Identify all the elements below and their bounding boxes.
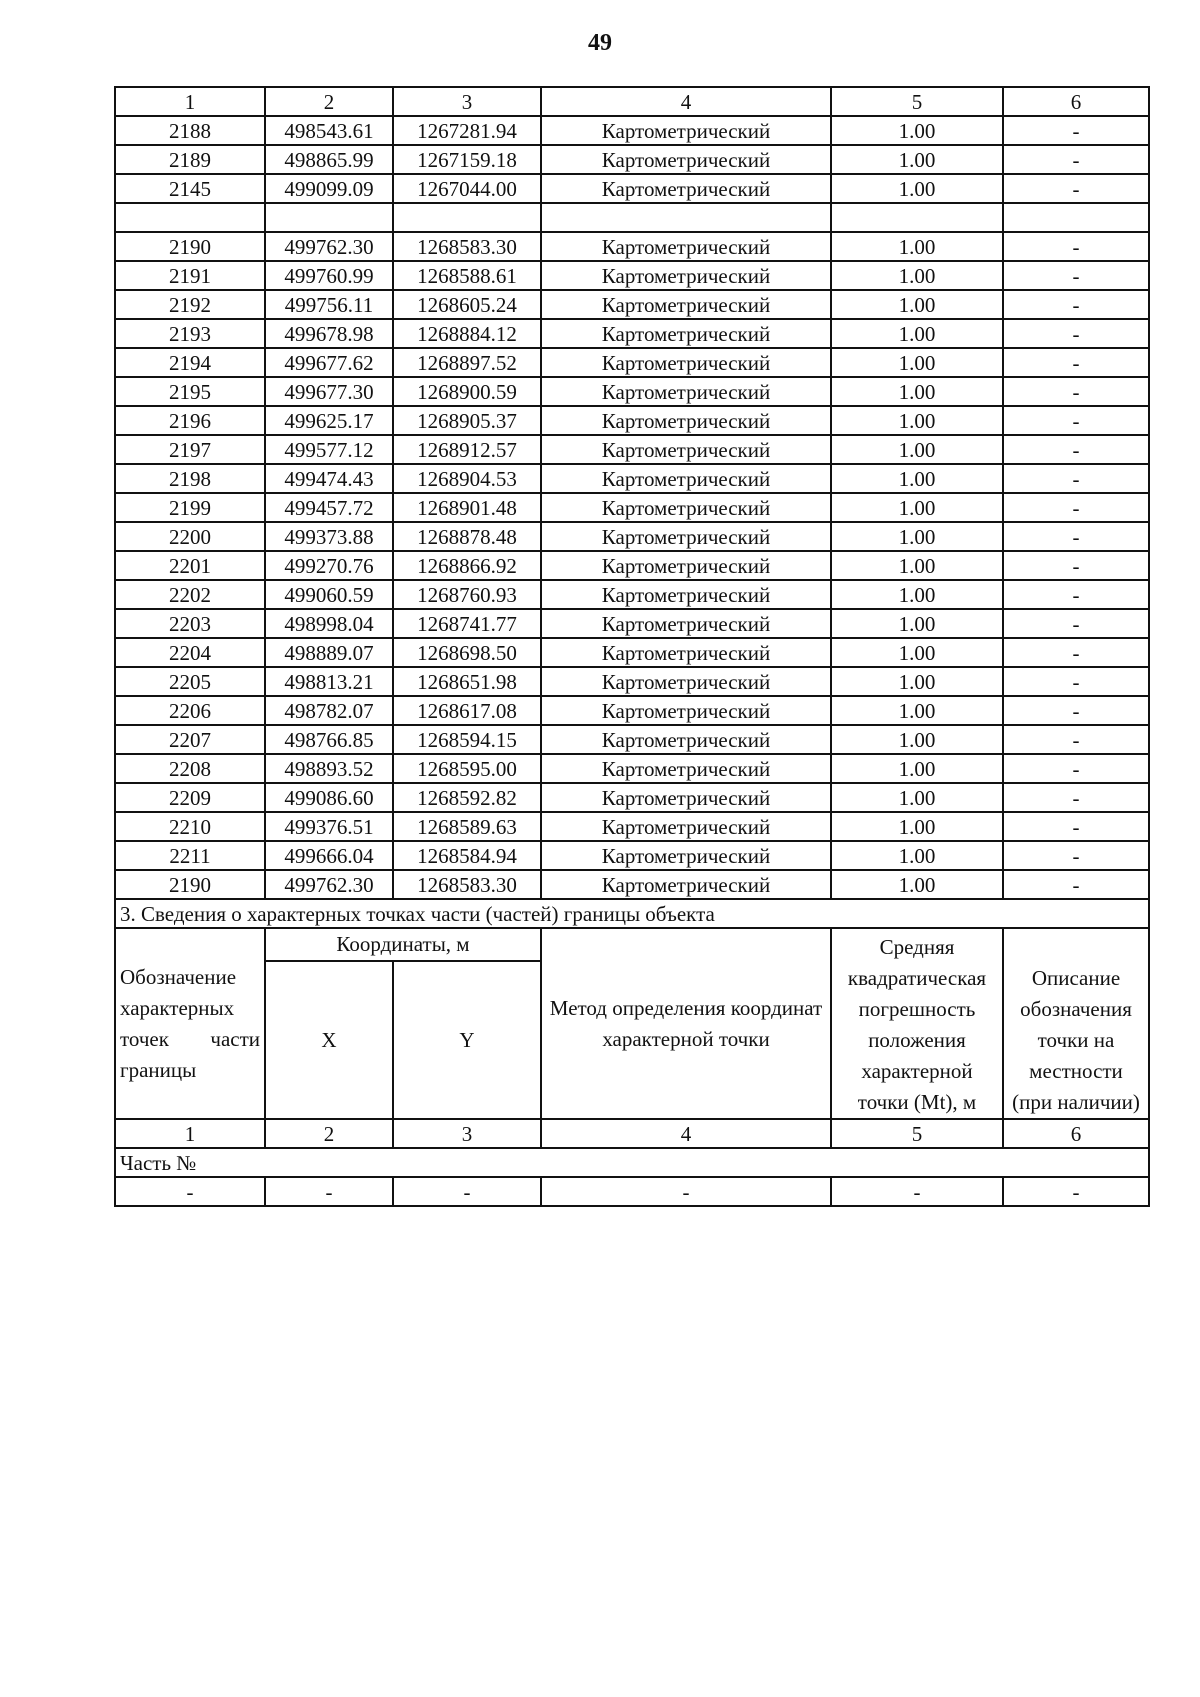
header-error: Средняя квадратическая погрешность положения характерной точки (Mt), м: [831, 928, 1003, 1119]
cell-error: 1.00: [831, 609, 1003, 638]
cell-description: -: [1003, 493, 1149, 522]
column-number: 5: [831, 87, 1003, 116]
cell-point-id: 2208: [115, 754, 265, 783]
cell-y-coordinate: 1267281.94: [393, 116, 541, 145]
section-title-row: [115, 899, 1149, 928]
table-row: [115, 551, 1149, 580]
cell-point-id: 2199: [115, 493, 265, 522]
cell-method: Картометрический: [541, 464, 831, 493]
cell-method: Картометрический: [541, 319, 831, 348]
cell-method: Картометрический: [541, 522, 831, 551]
cell-y-coordinate: 1268584.94: [393, 841, 541, 870]
table-row: [115, 261, 1149, 290]
cell-error: 1.00: [831, 812, 1003, 841]
cell-method: Картометрический: [541, 435, 831, 464]
cell-y-coordinate: 1268904.53: [393, 464, 541, 493]
cell-x-coordinate: 498766.85: [265, 725, 393, 754]
cell-y-coordinate: 1268583.30: [393, 870, 541, 899]
cell-y-coordinate: 1268605.24: [393, 290, 541, 319]
cell-point-id: 2207: [115, 725, 265, 754]
cell-point-id: -: [115, 1177, 265, 1206]
cell-description: -: [1003, 551, 1149, 580]
cell-error: -: [831, 1177, 1003, 1206]
cell-x-coordinate: 499677.62: [265, 348, 393, 377]
cell-method: Картометрический: [541, 551, 831, 580]
table-row: [115, 145, 1149, 174]
cell-method: Картометрический: [541, 580, 831, 609]
cell-point-id: 2192: [115, 290, 265, 319]
column-number: 3: [393, 1119, 541, 1148]
cell-x-coordinate: 499760.99: [265, 261, 393, 290]
cell-error: 1.00: [831, 319, 1003, 348]
column-number: 4: [541, 87, 831, 116]
cell-point-id: 2202: [115, 580, 265, 609]
cell-x-coordinate: 499678.98: [265, 319, 393, 348]
cell-x-coordinate: 498813.21: [265, 667, 393, 696]
cell-error: 1.00: [831, 638, 1003, 667]
cell-method: Картометрический: [541, 116, 831, 145]
cell-method: -: [541, 1177, 831, 1206]
cell-point-id: 2205: [115, 667, 265, 696]
table-row: [115, 464, 1149, 493]
cell-method: Картометрический: [541, 145, 831, 174]
cell-x-coordinate: 499666.04: [265, 841, 393, 870]
part-label: Часть №: [115, 1148, 1149, 1177]
cell-method: Картометрический: [541, 174, 831, 203]
cell-description: -: [1003, 1177, 1149, 1206]
cell-description: -: [1003, 261, 1149, 290]
column-number: 2: [265, 87, 393, 116]
cell-description: -: [1003, 725, 1149, 754]
cell-point-id: 2195: [115, 377, 265, 406]
cell-method: Картометрический: [541, 261, 831, 290]
header-y: Y: [393, 961, 541, 1119]
cell-description: -: [1003, 116, 1149, 145]
cell-method: Картометрический: [541, 667, 831, 696]
cell-method: Картометрический: [541, 377, 831, 406]
cell-x-coordinate: 499376.51: [265, 812, 393, 841]
cell-x-coordinate: 499457.72: [265, 493, 393, 522]
cell-method: Картометрический: [541, 783, 831, 812]
cell-method: Картометрический: [541, 232, 831, 261]
cell-y-coordinate: 1268866.92: [393, 551, 541, 580]
cell-error: 1.00: [831, 406, 1003, 435]
cell-x-coordinate: 499762.30: [265, 870, 393, 899]
cell-description: -: [1003, 464, 1149, 493]
cell-description: -: [1003, 783, 1149, 812]
header-x: X: [265, 961, 393, 1119]
table-row: [115, 174, 1149, 203]
cell-error: 1.00: [831, 696, 1003, 725]
cell-description: -: [1003, 319, 1149, 348]
table-row: [115, 435, 1149, 464]
cell-method: Картометрический: [541, 638, 831, 667]
cell-description: -: [1003, 841, 1149, 870]
cell-description: -: [1003, 348, 1149, 377]
cell-x-coordinate: 498865.99: [265, 145, 393, 174]
cell-point-id: 2190: [115, 870, 265, 899]
column-number: 1: [115, 1119, 265, 1148]
cell-x-coordinate: 499086.60: [265, 783, 393, 812]
cell-point-id: 2209: [115, 783, 265, 812]
cell-method: Картометрический: [541, 348, 831, 377]
cell-y-coordinate: 1268589.63: [393, 812, 541, 841]
cell-point-id: 2194: [115, 348, 265, 377]
table-row: [115, 667, 1149, 696]
table-row: [115, 638, 1149, 667]
cell-description: -: [1003, 435, 1149, 464]
column-number-row: [115, 1119, 1149, 1148]
cell-y-coordinate: 1268878.48: [393, 522, 541, 551]
cell-point-id: 2197: [115, 435, 265, 464]
cell-method: Картометрический: [541, 406, 831, 435]
column-number: 6: [1003, 87, 1149, 116]
cell-error: 1.00: [831, 348, 1003, 377]
dash-row: [115, 1177, 1149, 1206]
cell-point-id: 2211: [115, 841, 265, 870]
cell-y-coordinate: 1268595.00: [393, 754, 541, 783]
cell-x-coordinate: 499474.43: [265, 464, 393, 493]
header-designation: Обозначение характерных точек части границы: [115, 928, 265, 1119]
table-row: [115, 725, 1149, 754]
page-number: 49: [588, 30, 612, 56]
empty-cell: [265, 203, 393, 232]
cell-description: -: [1003, 145, 1149, 174]
header-row-top: [115, 928, 1149, 961]
cell-y-coordinate: 1268905.37: [393, 406, 541, 435]
cell-y-coordinate: 1268698.50: [393, 638, 541, 667]
cell-x-coordinate: 499625.17: [265, 406, 393, 435]
cell-error: 1.00: [831, 522, 1003, 551]
table-row: [115, 522, 1149, 551]
empty-cell: [1003, 203, 1149, 232]
cell-method: Картометрический: [541, 812, 831, 841]
cell-method: Картометрический: [541, 841, 831, 870]
cell-error: 1.00: [831, 493, 1003, 522]
cell-error: 1.00: [831, 551, 1003, 580]
cell-method: Картометрический: [541, 870, 831, 899]
cell-x-coordinate: 498998.04: [265, 609, 393, 638]
cell-x-coordinate: 499677.30: [265, 377, 393, 406]
table-row: [115, 116, 1149, 145]
table-row: [115, 696, 1149, 725]
cell-point-id: 2145: [115, 174, 265, 203]
header-description: Описание обозначения точки на местности (при наличии): [1003, 928, 1149, 1119]
cell-error: 1.00: [831, 145, 1003, 174]
table-row: [115, 348, 1149, 377]
cell-description: -: [1003, 406, 1149, 435]
cell-point-id: 2210: [115, 812, 265, 841]
cell-y-coordinate: 1268901.48: [393, 493, 541, 522]
cell-y-coordinate: 1268594.15: [393, 725, 541, 754]
cell-x-coordinate: 499577.12: [265, 435, 393, 464]
cell-error: 1.00: [831, 174, 1003, 203]
header-coordinates: Координаты, м: [265, 928, 541, 961]
cell-point-id: 2188: [115, 116, 265, 145]
column-number-row: [115, 87, 1149, 116]
cell-description: -: [1003, 580, 1149, 609]
empty-separator-row: [115, 203, 1149, 232]
table-row: [115, 377, 1149, 406]
column-number: 4: [541, 1119, 831, 1148]
cell-method: Картометрический: [541, 754, 831, 783]
cell-y-coordinate: 1268588.61: [393, 261, 541, 290]
cell-y-coordinate: 1268900.59: [393, 377, 541, 406]
column-number: 5: [831, 1119, 1003, 1148]
cell-error: 1.00: [831, 435, 1003, 464]
cell-error: 1.00: [831, 667, 1003, 696]
cell-description: -: [1003, 870, 1149, 899]
cell-error: 1.00: [831, 580, 1003, 609]
cell-method: Картометрический: [541, 609, 831, 638]
cell-x-coordinate: 499756.11: [265, 290, 393, 319]
column-number: 6: [1003, 1119, 1149, 1148]
cell-error: 1.00: [831, 261, 1003, 290]
table-row: [115, 493, 1149, 522]
cell-description: -: [1003, 522, 1149, 551]
cell-x-coordinate: 499762.30: [265, 232, 393, 261]
cell-error: 1.00: [831, 754, 1003, 783]
cell-description: -: [1003, 609, 1149, 638]
empty-cell: [831, 203, 1003, 232]
cell-point-id: 2201: [115, 551, 265, 580]
cell-error: 1.00: [831, 841, 1003, 870]
cell-point-id: 2206: [115, 696, 265, 725]
table-row: [115, 754, 1149, 783]
column-number: 2: [265, 1119, 393, 1148]
table-row: [115, 580, 1149, 609]
cell-point-id: 2189: [115, 145, 265, 174]
cell-point-id: 2200: [115, 522, 265, 551]
table-row: [115, 812, 1149, 841]
cell-error: 1.00: [831, 232, 1003, 261]
cell-method: Картометрический: [541, 725, 831, 754]
table-row: [115, 870, 1149, 899]
table-body: [115, 87, 1149, 1206]
cell-error: 1.00: [831, 783, 1003, 812]
table-row: [115, 783, 1149, 812]
cell-y-coordinate: 1268651.98: [393, 667, 541, 696]
cell-description: -: [1003, 174, 1149, 203]
cell-description: -: [1003, 290, 1149, 319]
cell-point-id: 2203: [115, 609, 265, 638]
cell-point-id: 2204: [115, 638, 265, 667]
cell-method: Картометрический: [541, 493, 831, 522]
cell-description: -: [1003, 812, 1149, 841]
cell-error: 1.00: [831, 116, 1003, 145]
cell-x-coordinate: 499099.09: [265, 174, 393, 203]
column-number: 1: [115, 87, 265, 116]
cell-point-id: 2198: [115, 464, 265, 493]
cell-description: -: [1003, 232, 1149, 261]
cell-description: -: [1003, 667, 1149, 696]
section-title: 3. Сведения о характерных точках части (частей) границы объекта: [115, 899, 1149, 928]
cell-x-coordinate: 498889.07: [265, 638, 393, 667]
cell-x-coordinate: 499060.59: [265, 580, 393, 609]
table-row: [115, 841, 1149, 870]
table-row: [115, 406, 1149, 435]
cell-x-coordinate: 499373.88: [265, 522, 393, 551]
cell-y-coordinate: 1268583.30: [393, 232, 541, 261]
part-label-row: [115, 1148, 1149, 1177]
cell-point-id: 2190: [115, 232, 265, 261]
cell-point-id: 2196: [115, 406, 265, 435]
cell-point-id: 2193: [115, 319, 265, 348]
cell-x-coordinate: 498782.07: [265, 696, 393, 725]
cell-error: 1.00: [831, 290, 1003, 319]
cell-x-coordinate: 499270.76: [265, 551, 393, 580]
boundary-points-table: [114, 86, 1150, 1207]
cell-y-coordinate: 1268912.57: [393, 435, 541, 464]
cell-x-coordinate: 498543.61: [265, 116, 393, 145]
cell-method: Картометрический: [541, 696, 831, 725]
empty-cell: [115, 203, 265, 232]
cell-y-coordinate: 1268617.08: [393, 696, 541, 725]
cell-x-coordinate: 498893.52: [265, 754, 393, 783]
cell-description: -: [1003, 696, 1149, 725]
cell-y-coordinate: 1268760.93: [393, 580, 541, 609]
table-row: [115, 319, 1149, 348]
cell-error: 1.00: [831, 377, 1003, 406]
cell-error: 1.00: [831, 725, 1003, 754]
cell-error: 1.00: [831, 464, 1003, 493]
table-row: [115, 609, 1149, 638]
cell-y-coordinate: 1268897.52: [393, 348, 541, 377]
cell-method: Картометрический: [541, 290, 831, 319]
column-number: 3: [393, 87, 541, 116]
cell-error: 1.00: [831, 870, 1003, 899]
cell-y-coordinate: 1267159.18: [393, 145, 541, 174]
cell-description: -: [1003, 638, 1149, 667]
empty-cell: [393, 203, 541, 232]
cell-y-coordinate: 1268741.77: [393, 609, 541, 638]
cell-point-id: 2191: [115, 261, 265, 290]
header-method: Метод определения координат характерной точки: [541, 928, 831, 1119]
table-row: [115, 232, 1149, 261]
cell-x-coordinate: -: [265, 1177, 393, 1206]
cell-description: -: [1003, 754, 1149, 783]
table-row: [115, 290, 1149, 319]
cell-description: -: [1003, 377, 1149, 406]
cell-y-coordinate: -: [393, 1177, 541, 1206]
cell-y-coordinate: 1268592.82: [393, 783, 541, 812]
cell-y-coordinate: 1268884.12: [393, 319, 541, 348]
cell-y-coordinate: 1267044.00: [393, 174, 541, 203]
empty-cell: [541, 203, 831, 232]
